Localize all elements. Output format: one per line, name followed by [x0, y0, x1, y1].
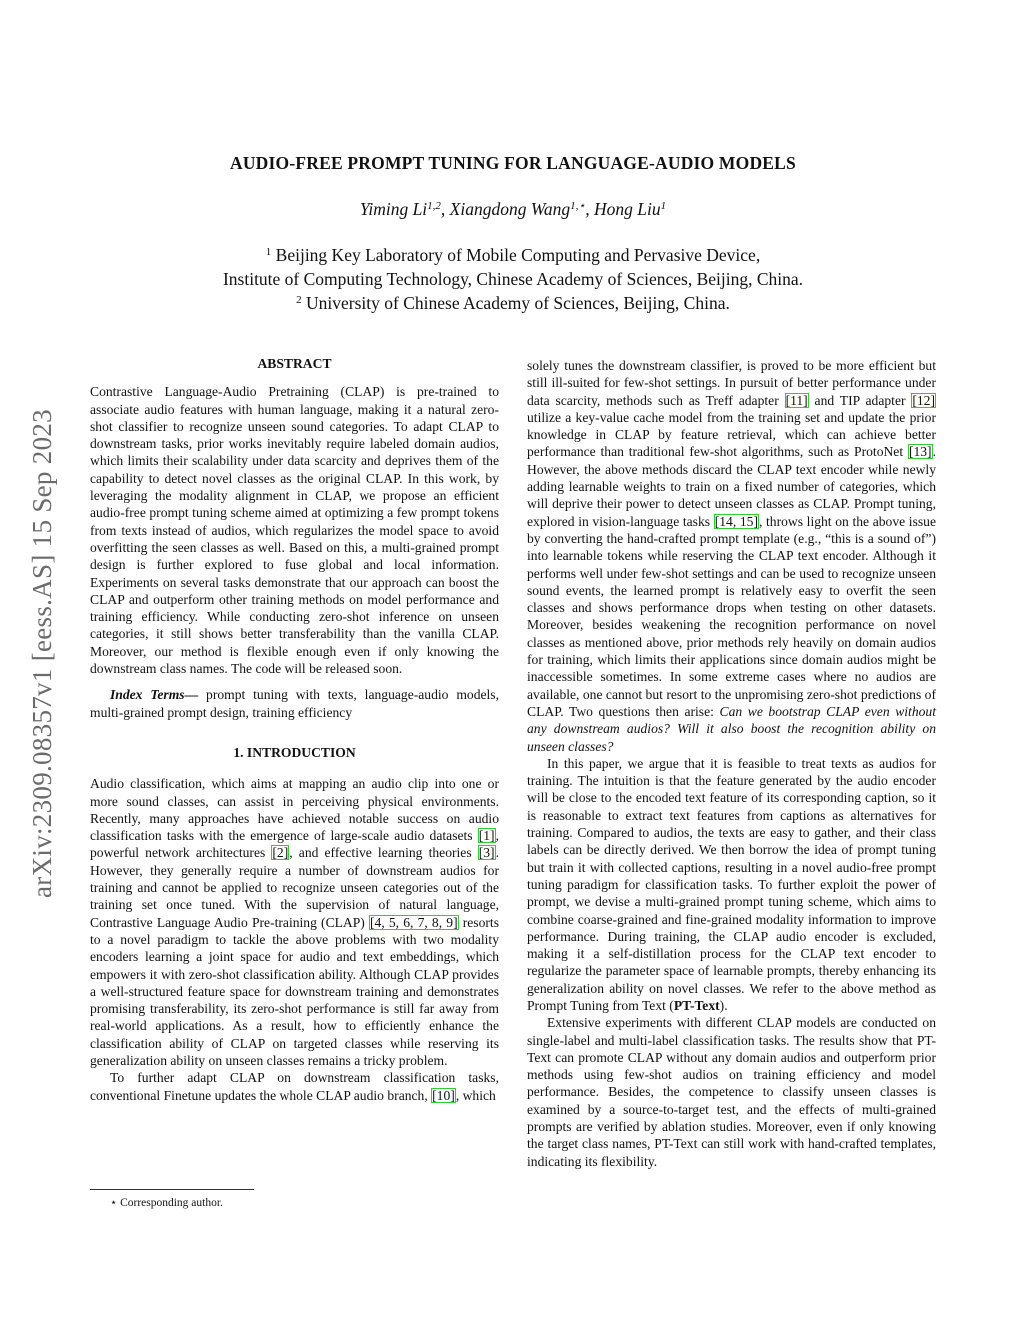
citation-link[interactable]: [12]	[912, 392, 936, 408]
intro-paragraph-3: In this paper, we argue that it is feasible to treat texts as audios for training. The intuition is that the feature generated by the audio encoder will be close to the encoded text feature of its corresponding caption, so it is reasonable to extract text features from captions as alternatives for training. Compared to audios, the texts are easy to gather, and their class labels can be directly derived. We then borrow the idea of prompt tuning but train it with collected captions, resulting in a novel audio-free prompt tuning paradigm for classification tasks. To further exploit the power of prompt, we devise a multi-grained prompt tuning scheme, which aims to combine coarse-grained and fine-grained modality information to improve performance. During training, the CLAP audio encoder is excluded, making it a self-distillation process for the CLAP text encoder to regularize the parameter space of learnable prompts, thereby enhancing its generalization ability on novel classes. We refer to the above method as Prompt Tuning from Text (PT-Text).	[527, 755, 936, 1013]
introduction-heading: 1. INTRODUCTION	[233, 744, 356, 760]
citation-link[interactable]: [10]	[432, 1087, 455, 1103]
author-3: Hong Liu$^1$	[593, 199, 667, 219]
right-column	[527, 357, 936, 1170]
abstract-text: Contrastive Language-Audio Pretraining (CLAP) is pre-trained to associate audio features with human language, making it a natural zero-shot classifier to recognize unseen sound categories. To adapt CLAP to downstream tasks, prior works inevitably require labeled domain audios, which limits their scalability under data scarcity and deprives them of the capability to detect novel classes as the original CLAP. In this work, by leveraging the modality alignment in CLAP, we propose an efficient audio-free prompt tuning scheme aimed at optimizing a few prompt tokens from texts instead of audios, which regularizes the model space to avoid overfitting the seen classes as well. Based on this, a multi-grained prompt design is further explored to fuse global and local information. Experiments on several tasks demonstrate that our approach can boost the CLAP and outperform other training methods on model performance and training efficiency. While conducting zero-shot inference on unseen categories, it still shows better transferability than the vanilla CLAP. Moreover, our method is flexible enough even if only knowing the downstream class names. The code will be released soon.	[90, 384, 499, 677]
citation-link[interactable]: [3]	[478, 845, 495, 861]
index-terms-text: prompt tuning with texts, language-audio models, multi-grained prompt design, training efficiency	[90, 687, 499, 720]
author-2: Xiangdong Wang$^{1,⋆}$,	[449, 199, 594, 219]
index-terms	[90, 686, 499, 721]
citation-link[interactable]: [1]	[478, 828, 495, 844]
citation-link[interactable]: [4, 5, 6, 7, 8, 9]	[370, 914, 458, 930]
intro-paragraph-4: Extensive experiments with different CLAP models are conducted on single-label and multi-label classification tasks. The results show that PT-Text can promote CLAP without any domain audios and outperform prior methods using few-shot audios on training efficiency and model performance. Besides, the competence to classify unseen classes is examined by a source-to-target test, and the effects of multi-grained prompts are verified by ablation studies. Moreover, even if only knowing the target class names, PT-Text can still work with hand-crafted templates, indicating its flexibility.	[527, 1015, 936, 1169]
affiliations	[90, 243, 936, 315]
intro-paragraph-2-continued: solely tunes the downstream classifier, is proved to be more efficient but still ill-suited for few-shot settings. In pursuit of better performance under data scarcity, methods such as Treff adapter [11] and TIP adapter [12] utilize a key-value cache model from the training set and update the prior knowledge in CLAP by feature retrieval, which can achieve better performance than traditional few-shot algorithms, such as ProtoNet [13]. However, the above methods discard the CLAP text encoder while newly adding learnable weights to train on a fixed number of categories, which will deprive their power to detect unseen classes as CLAP. Prompt tuning, explored in vision-language tasks [14, 15], throws light on the above issue by converting the hand-crafted prompt template (e.g., “this is a sound of”) into learnable tokens while reserving the CLAP text encoder. Although it performs well under few-shot settings and can be used to recognize unseen sound events, the learned prompt is relatively easy to overfit the seen classes and shows performance drops when testing on other datasets. Moreover, besides weakening the recognition performance on novel classes as mentioned above, prior methods rely heavily on domain audios for training, which limits their applications since domain audios might be inaccessible sometimes. In some extreme cases where no audios are available, one cannot but resort to the unpromising zero-shot predictions of CLAP. Two questions then arise: Can we bootstrap CLAP even without any downstream audios? Will it also boost the recognition ability on unseen classes?	[527, 358, 936, 754]
intro-paragraph-2: To further adapt CLAP on downstream classification tasks, conventional Finetune updates the whole CLAP audio branch, [10], which	[90, 1070, 499, 1103]
paper-title: AUDIO-FREE PROMPT TUNING FOR LANGUAGE-AUDIO MODELS	[230, 153, 796, 173]
arxiv-identifier: arXiv:2309.08357v1 [eess.AS] 15 Sep 2023	[26, 408, 57, 898]
intro-paragraph-1: Audio classification, which aims at mapping an audio clip into one or more sound classes, can assist in perceiving physical environments. Recently, many approaches have achieved notable success on audio classification tasks with the emergence of large-scale audio datasets [1], powerful network architectures [2], and effective learning theories [3]. However, they generally require a number of downstream audios for training and cannot be applied to recognize unseen categories out of the training set once tuned. With the supervision of natural language, Contrastive Language Audio Pre-training (CLAP) [4, 5, 6, 7, 8, 9] resorts to a novel paradigm to tackle the above problems with two modality encoders learning a joint space for audio and text embeddings, which empowers it with zero-shot classification ability. Although CLAP provides a well-structured feature space for downstream training and demonstrates promising transferability, its zero-shot performance is still far away from real-world applications. As a result, how to efficiently enhance the classification ability of CLAP on targeted classes while reserving its generalization ability on unseen classes remains a tricky problem.	[90, 776, 499, 1068]
author-1: Yiming Li$^{1,2}$,	[359, 199, 450, 219]
bold-text: PT-Text	[673, 997, 720, 1013]
author-list	[90, 199, 936, 220]
abstract-heading: ABSTRACT	[257, 356, 332, 371]
citation-link[interactable]: [11]	[785, 392, 808, 408]
arxiv-identifier-stamp	[24, 348, 60, 958]
affiliation-line: $^1$ Beijing Key Laboratory of Mobile Computing and Pervasive Device,	[265, 245, 761, 265]
citation-link[interactable]: [14, 15]	[714, 513, 758, 529]
affiliation-line: $^2$ University of Chinese Academy of Sciences, Beijing, China.	[296, 293, 730, 313]
left-column	[90, 355, 499, 1104]
italic-text: Can we bootstrap CLAP even without any downstream audios? Will it also boost the recognition ability on unseen classes?	[527, 703, 936, 754]
citation-link[interactable]: [13]	[908, 444, 932, 460]
footnote-rule	[90, 1189, 254, 1190]
footnote-corresponding-author: ⋆ Corresponding author.	[110, 1197, 223, 1209]
index-terms-label: Index Terms—	[110, 687, 199, 703]
citation-link[interactable]: [2]	[272, 845, 289, 861]
affiliation-line: Institute of Computing Technology, Chinese Academy of Sciences, Beijing, China.	[222, 269, 804, 289]
